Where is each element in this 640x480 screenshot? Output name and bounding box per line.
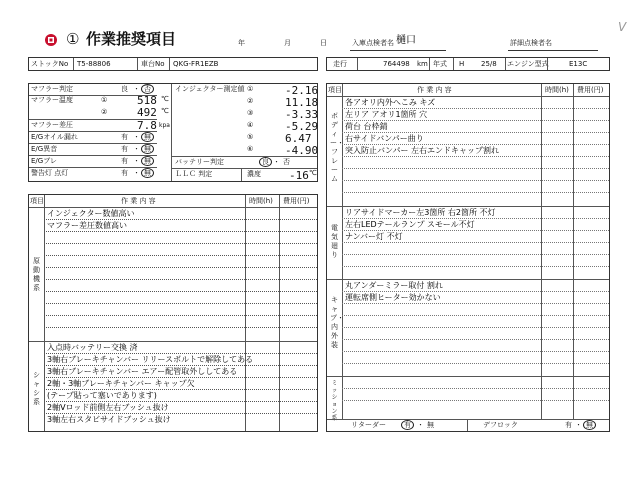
chassis-row-4[interactable]: 2軸・3軸ブレーキチャンバー キャップ欠 bbox=[47, 379, 195, 388]
injector-5-index: ⑤ bbox=[247, 133, 254, 141]
right-header-item: 項目 bbox=[328, 86, 342, 94]
eg-shake-sep: ・ bbox=[133, 157, 140, 165]
mileage-value[interactable]: 764498 bbox=[383, 60, 410, 68]
chassis-row-1[interactable]: 入点時バッテリー交換 済 bbox=[47, 343, 138, 352]
body-row-3[interactable]: 荷台 台枠錆 bbox=[345, 122, 388, 131]
right-header-work: 作 業 内 容 bbox=[417, 86, 452, 94]
warning-lamp-yes[interactable]: 有 bbox=[121, 169, 128, 177]
engine-type-label: エンジン型式 bbox=[507, 60, 549, 68]
chassis-row-5[interactable]: (テープ貼って塞いであります) bbox=[47, 391, 157, 400]
retarder-yes[interactable]: 有 bbox=[401, 420, 414, 430]
engine-section-label: 原動機系 bbox=[33, 257, 40, 292]
inspector-label: 入庫点検者名 bbox=[352, 39, 394, 47]
engine-row-2[interactable]: マフラー差圧数値高い bbox=[47, 221, 127, 230]
left-header-item: 項目 bbox=[30, 197, 44, 205]
body-row-2[interactable]: 左リア アオリ1箇所 穴 bbox=[345, 110, 428, 119]
vehicle-info-right bbox=[326, 57, 610, 71]
engine-type-value[interactable]: E13C bbox=[569, 60, 588, 68]
eg-shake-no[interactable]: 無 bbox=[141, 156, 154, 166]
chassis-row-6[interactable]: 2軸Vロッド前側左右ブッシュ抜け bbox=[47, 403, 169, 412]
injector-2-index: ② bbox=[247, 97, 254, 105]
engine-row-1[interactable]: インジェクター数値高い bbox=[47, 209, 135, 218]
right-work-table bbox=[326, 83, 610, 432]
muffler-diff-label: マフラー差圧 bbox=[31, 121, 73, 129]
density-value[interactable]: -16 bbox=[289, 169, 309, 182]
model-year-era: H bbox=[459, 60, 465, 68]
battery-judge-sep: ・ bbox=[273, 158, 280, 166]
battery-judge-label: バッテリー判定 bbox=[175, 158, 224, 166]
muffler-judge-sep: ・ bbox=[133, 85, 140, 93]
month-label: 月 bbox=[284, 39, 291, 47]
mileage-label: 走行 bbox=[333, 60, 347, 68]
density-unit: ℃ bbox=[309, 169, 317, 177]
company-logo-icon bbox=[44, 33, 58, 47]
injector-6-value[interactable]: -4.90 bbox=[285, 144, 319, 157]
left-header-work: 作 業 内 容 bbox=[121, 197, 156, 205]
warning-lamp-sep: ・ bbox=[133, 169, 140, 177]
density-label: 濃度 bbox=[247, 170, 261, 178]
injector-3-index: ③ bbox=[247, 109, 254, 117]
model-year-value[interactable]: 25/8 bbox=[481, 60, 497, 68]
detail-inspector-label: 詳細点検者名 bbox=[510, 39, 552, 47]
diff-lock-sep: ・ bbox=[575, 421, 582, 429]
diff-lock-yes[interactable]: 有 bbox=[565, 421, 572, 429]
injector-5-value[interactable]: 6.47 bbox=[285, 132, 312, 145]
chassis-row-2[interactable]: 3軸右ブレーキチャンバー リリースボルトで解除してある bbox=[47, 355, 254, 364]
year-label: 年 bbox=[238, 39, 245, 47]
injector-2-value[interactable]: 11.18 bbox=[285, 96, 319, 109]
eg-noise-yes[interactable]: 有 bbox=[121, 145, 128, 153]
stock-number-label: ストックNo bbox=[31, 60, 69, 68]
injector-6-index: ⑥ bbox=[247, 145, 254, 153]
muffler-temp-label: マフラー温度 bbox=[31, 96, 73, 104]
eg-noise-sep: ・ bbox=[133, 145, 140, 153]
retarder-label: リターダー bbox=[351, 421, 386, 429]
eg-noise-no[interactable]: 無 bbox=[141, 144, 154, 154]
body-frame-section-label: ボディー・フレーム bbox=[330, 112, 344, 183]
body-row-1[interactable]: 各アオリ内外へこみ キズ bbox=[345, 98, 436, 107]
eg-oil-leak-no[interactable]: 無 bbox=[141, 132, 154, 142]
vehicle-info-left bbox=[28, 57, 318, 71]
injector-3-value[interactable]: -3.33 bbox=[285, 108, 319, 121]
model-year-label: 年式 bbox=[433, 60, 447, 68]
page-title: 作業推奨項目 bbox=[86, 30, 177, 48]
eg-noise-label: E/G異音 bbox=[31, 145, 58, 153]
mileage-unit: km bbox=[417, 60, 428, 68]
diff-lock-label: デフロック bbox=[483, 421, 518, 429]
injector-4-index: ④ bbox=[247, 121, 254, 129]
corner-check-mark: V bbox=[618, 20, 627, 34]
battery-judge-bad[interactable]: 否 bbox=[283, 158, 290, 166]
muffler-judge-label: マフラー判定 bbox=[31, 85, 73, 93]
llc-judge-label: ＬＬＣ 判定 bbox=[175, 170, 213, 178]
diff-lock-no[interactable]: 無 bbox=[583, 420, 596, 430]
cab-section-label: キャブ・内外装 bbox=[330, 296, 344, 349]
eg-shake-yes[interactable]: 有 bbox=[121, 157, 128, 165]
muffler-temp-2-value[interactable]: 492 bbox=[137, 106, 157, 119]
inspector-name[interactable]: 樋口 bbox=[396, 35, 416, 46]
muffler-temp-1-value[interactable]: 518 bbox=[137, 94, 157, 107]
muffler-temp-2-unit: ℃ bbox=[161, 107, 169, 115]
left-header-time: 時間(h) bbox=[249, 197, 273, 205]
mission-section-label: ミッション系 bbox=[331, 380, 338, 422]
chassis-number-value[interactable]: QKG-FR1EZB bbox=[173, 60, 219, 68]
warning-lamp-no[interactable]: 無 bbox=[141, 168, 154, 178]
chassis-section-label: シャシ系 bbox=[33, 371, 40, 406]
electrical-section-label: 電気廻り bbox=[331, 224, 338, 259]
right-header-cost: 費用(円) bbox=[577, 86, 604, 94]
retarder-sep: ・ bbox=[417, 421, 424, 429]
warning-lamp-label: 警告灯 点灯 bbox=[31, 169, 69, 177]
cab-row-1[interactable]: 丸アンダーミラー取付 割れ bbox=[345, 281, 443, 290]
muffler-temp-1-unit: ℃ bbox=[161, 95, 169, 103]
day-label: 日 bbox=[320, 39, 327, 47]
cab-row-2[interactable]: 運転席側ヒーター効かない bbox=[345, 293, 441, 302]
checks-block bbox=[28, 83, 318, 182]
form-header bbox=[40, 20, 627, 54]
muffler-temp-2-index: ② bbox=[101, 108, 108, 116]
eg-oil-leak-sep: ・ bbox=[133, 133, 140, 141]
chassis-row-3[interactable]: 3軸右ブレーキチャンバー エアー配管取外ししてある bbox=[47, 367, 238, 376]
body-row-4[interactable]: 右サイドバンパー曲り bbox=[345, 134, 424, 143]
injector-1-index: ① bbox=[247, 85, 254, 93]
muffler-diff-value[interactable]: 7.8 bbox=[137, 119, 157, 132]
muffler-judge-bad[interactable]: 否 bbox=[141, 84, 154, 94]
muffler-diff-unit: kpa bbox=[159, 122, 170, 129]
muffler-temp-1-index: ① bbox=[101, 96, 108, 104]
electrical-row-2[interactable]: 左右LEDテールランプ スモール不灯 bbox=[345, 220, 475, 229]
retarder-no[interactable]: 無 bbox=[427, 421, 434, 429]
body-row-5[interactable]: 突入防止バンパー 左右エンドキャップ割れ bbox=[345, 146, 499, 155]
electrical-row-1[interactable]: リアサイドマーカー左3箇所 右2箇所 不灯 bbox=[345, 208, 496, 217]
right-header-time: 時間(h) bbox=[545, 86, 569, 94]
battery-judge-good[interactable]: 良 bbox=[259, 157, 272, 167]
left-header-cost: 費用(円) bbox=[283, 197, 310, 205]
injector-1-value[interactable]: -2.16 bbox=[285, 84, 319, 97]
left-work-table bbox=[28, 194, 318, 432]
stock-number-value[interactable]: T5-88806 bbox=[77, 60, 111, 68]
section-number: ① bbox=[66, 30, 80, 48]
eg-oil-leak-yes[interactable]: 有 bbox=[121, 133, 128, 141]
chassis-number-label: 車台No bbox=[141, 60, 165, 68]
electrical-row-3[interactable]: ナンバー灯 不灯 bbox=[345, 232, 403, 241]
chassis-row-7[interactable]: 3軸左右スタビサイドブッシュ抜け bbox=[47, 415, 171, 424]
injector-label: インジェクター測定値 bbox=[175, 85, 245, 93]
eg-shake-label: E/Gブレ bbox=[31, 157, 57, 165]
muffler-judge-good[interactable]: 良 bbox=[121, 85, 128, 93]
injector-4-value[interactable]: -5.29 bbox=[285, 120, 319, 133]
eg-oil-leak-label: E/Gオイル漏れ bbox=[31, 133, 78, 141]
